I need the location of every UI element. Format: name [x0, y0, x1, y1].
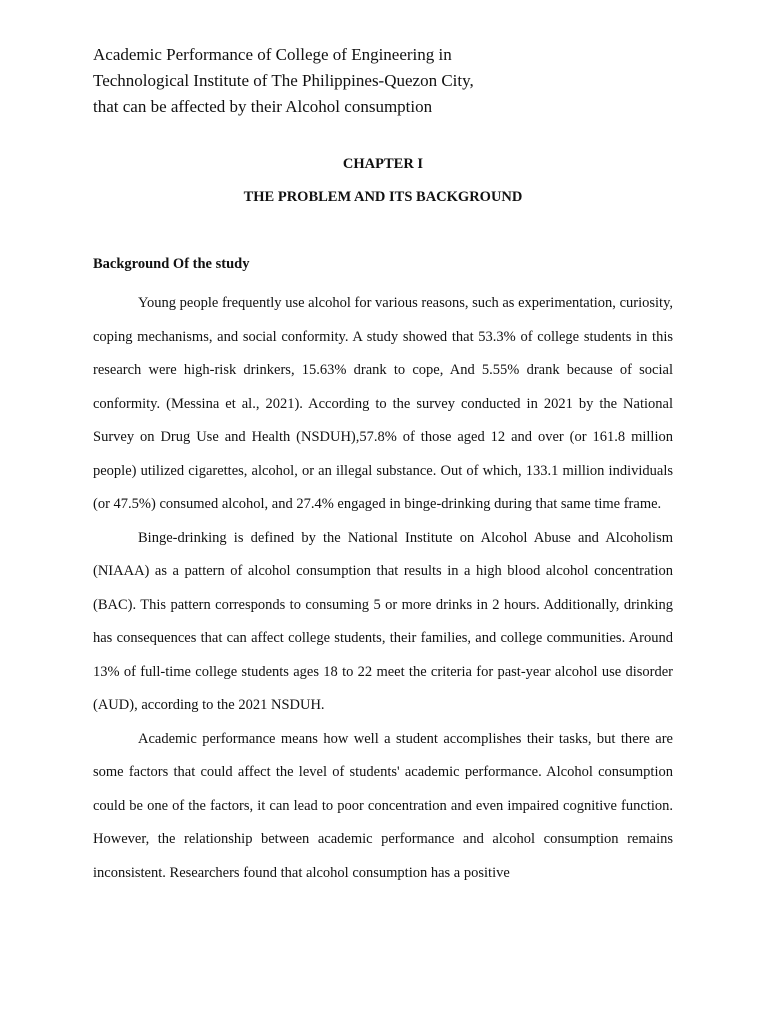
section-heading: Background Of the study	[93, 256, 250, 272]
title-line-2: Technological Institute of The Philippines-Quezon City,	[93, 71, 474, 90]
chapter-number: CHAPTER I	[342, 156, 424, 172]
paragraph-2: Binge-drinking is defined by the National Institute on Alcohol Abuse and Alcoholism (NIAAA) as a pattern of alcohol consumption that results in a high blood alcohol concentration (BAC). This pattern corresponds to consuming 5 or more drinks in 2 hours. Additionally, drinking has consequences that can affect college students, their families, and college communities. Around 13% of full-time college students ages 18 to 22 meet the criteria for past-year alcohol use disorder (AUD), according to the 2021 NSDUH.	[93, 529, 673, 713]
document-title	[93, 42, 693, 120]
body-text	[93, 287, 673, 890]
title-line-1: Academic Performance of College of Engineering in	[93, 45, 452, 64]
title-line-3: that can be affected by their Alcohol consumption	[93, 97, 433, 116]
paragraph-1: Young people frequently use alcohol for various reasons, such as experimentation, curiosity, coping mechanisms, and social conformity. A study showed that 53.3% of college students in this research were high-risk drinkers, 15.63% drank to cope, And 5.55% drank because of social conformity. (Messina et al., 2021). According to the survey conducted in 2021 by the National Survey on Drug Use and Health (NSDUH),57.8% of those aged 12 and over (or 161.8 million people) utilized cigarettes, alcohol, or an illegal substance. Out of which, 133.1 million individuals (or 47.5%) consumed alcohol, and 27.4% engaged in binge-drinking during that same time frame.	[93, 295, 673, 512]
paragraph-3: Academic performance means how well a student accomplishes their tasks, but there are some factors that could affect the level of students' academic performance. Alcohol consumption could be one of the factors, it can lead to poor concentration and even impaired cognitive function. However, the relationship between academic performance and alcohol consumption remains inconsistent. Researchers found that alcohol consumption has a positive	[93, 730, 673, 881]
chapter-title: THE PROBLEM AND ITS BACKGROUND	[243, 189, 523, 205]
